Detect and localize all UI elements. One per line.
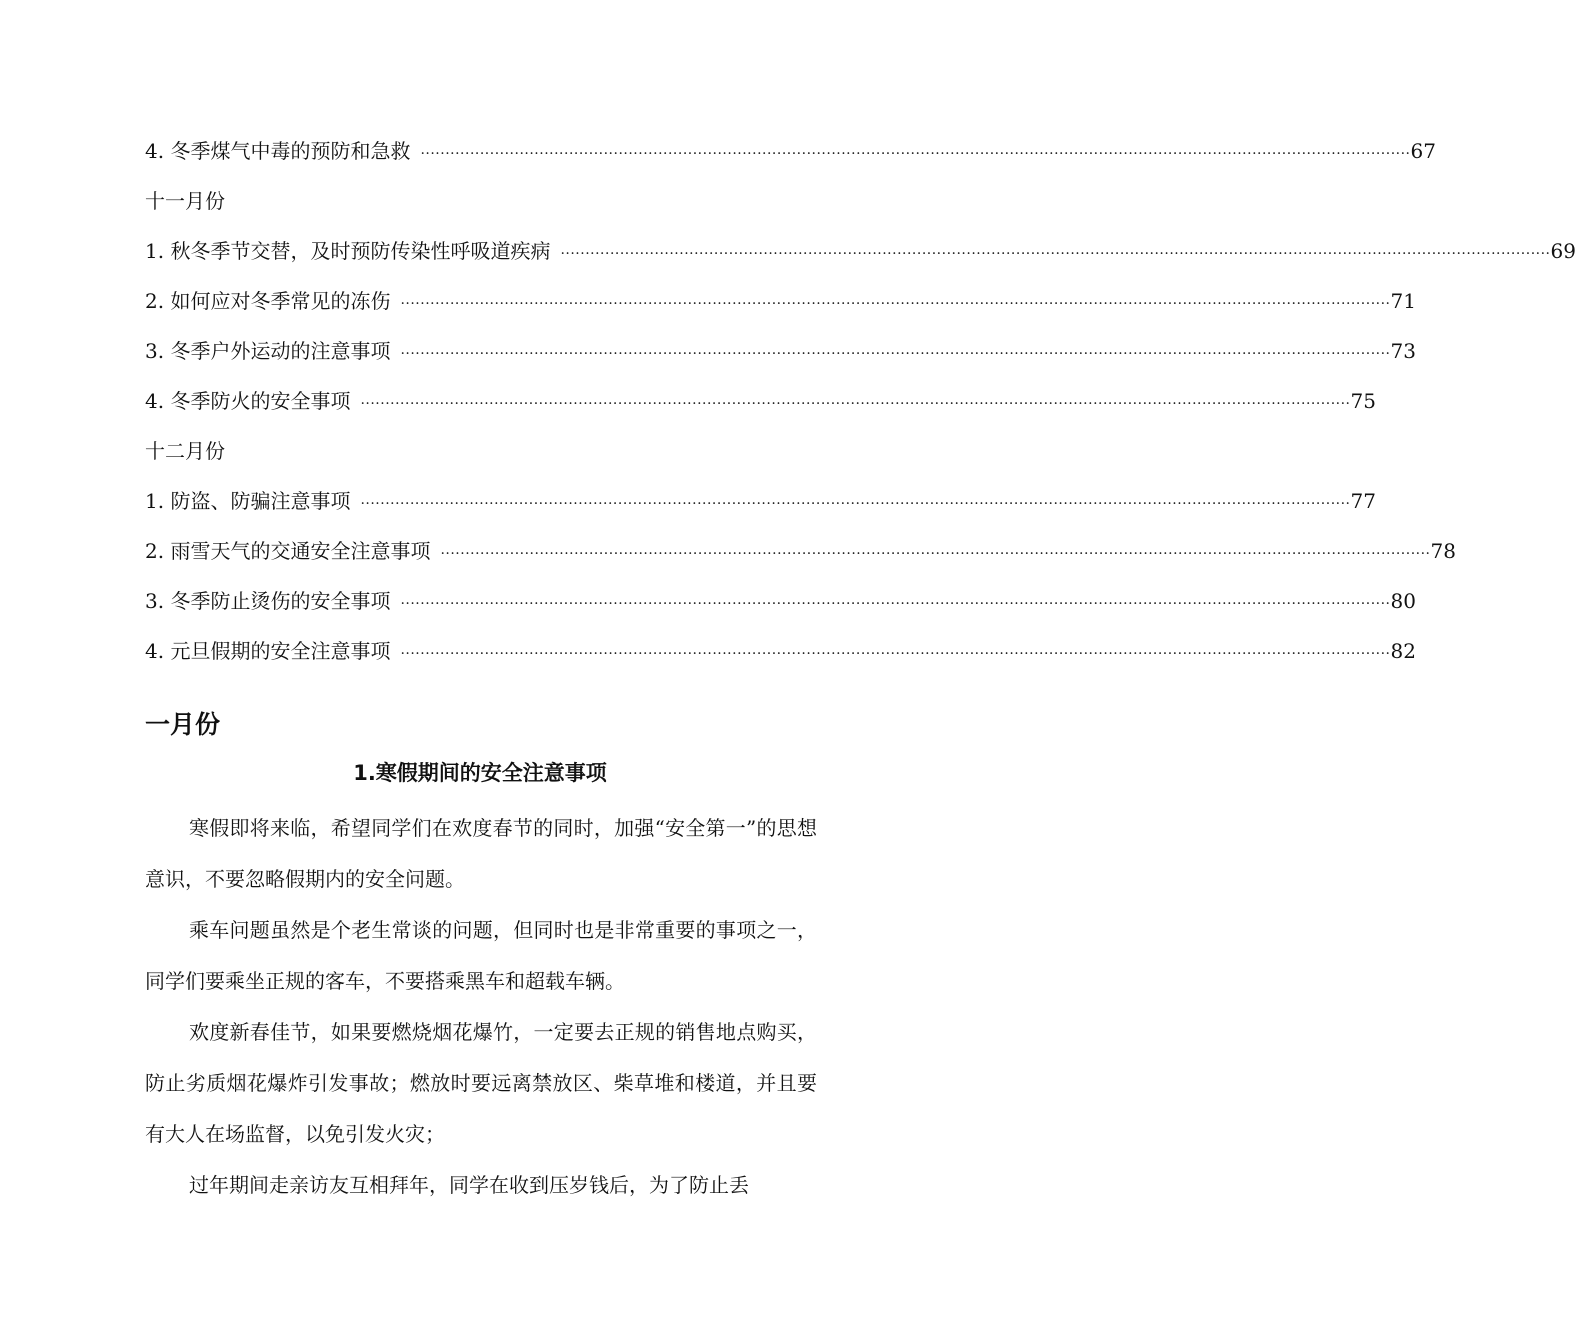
article-paragraph: 欢度新春佳节，如果要燃烧烟花爆竹，一定要去正规的销售地点购买，防止劣质烟花爆炸引发事故；燃放时要远离禁放区、柴草堆和楼道，并且要有大人在场监督，以免引发火灾； [145, 1020, 817, 1146]
month-heading: 一月份 [145, 710, 221, 739]
toc-entry-title: 3. 冬季防止烫伤的安全事项 [145, 589, 391, 613]
article-body [145, 803, 817, 1211]
toc-page-number: 75 [1350, 389, 1376, 413]
toc-dot-leader: ········································································································································································································ [400, 296, 1391, 312]
toc-entry-title: 4. 冬季煤气中毒的预防和急救 [145, 139, 411, 163]
toc-page-number: 71 [1390, 289, 1416, 313]
toc-dot-leader: ········································································································································································································ [400, 596, 1391, 612]
toc-entry-title: 4. 冬季防火的安全事项 [145, 389, 351, 413]
article-title: 1.寒假期间的安全注意事项 [353, 761, 607, 785]
toc-entry [145, 533, 1456, 583]
toc-entry [145, 133, 1436, 183]
toc-entry-title: 2. 雨雪天气的交通安全注意事项 [145, 539, 431, 563]
toc-page-number: 80 [1390, 589, 1416, 613]
toc-dot-leader: ········································································································································································································ [400, 346, 1391, 362]
toc-entry [145, 233, 1576, 283]
article-paragraph: 过年期间走亲访友互相拜年，同学在收到压岁钱后，为了防止丢 [189, 1173, 749, 1197]
toc-entry-title: 2. 如何应对冬季常见的冻伤 [145, 289, 391, 313]
toc-entry [145, 333, 1416, 383]
article-paragraph: 乘车问题虽然是个老生常谈的问题，但同时也是非常重要的事项之一，同学们要乘坐正规的客车，不要搭乘黑车和超载车辆。 [145, 918, 817, 993]
toc-entry [145, 283, 1416, 333]
toc-page-number: 82 [1390, 639, 1416, 663]
toc-entry [145, 383, 1376, 433]
toc-dot-leader: ········································································································································································································ [360, 496, 1351, 512]
toc-section-heading: 十一月份 [145, 189, 225, 213]
toc-dot-leader: ········································································································································································································ [360, 396, 1351, 412]
toc-page-number: 78 [1430, 539, 1456, 563]
toc-dot-leader: ········································································································································································································ [560, 246, 1551, 262]
toc-entry [145, 483, 1376, 533]
toc-entry [145, 633, 1416, 683]
table-of-contents [145, 133, 1576, 683]
toc-page-number: 67 [1410, 139, 1436, 163]
article-paragraph: 寒假即将来临，希望同学们在欢度春节的同时，加强“安全第一”的思想意识，不要忽略假期内的安全问题。 [145, 816, 817, 891]
toc-page-number: 73 [1390, 339, 1416, 363]
toc-dot-leader: ········································································································································································································ [440, 546, 1431, 562]
toc-page-number: 77 [1350, 489, 1376, 513]
toc-page-number: 69 [1550, 239, 1576, 263]
toc-dot-leader: ········································································································································································································ [420, 146, 1411, 162]
toc-entry-title: 1. 防盗、防骗注意事项 [145, 489, 351, 513]
toc-entry-title: 3. 冬季户外运动的注意事项 [145, 339, 391, 363]
toc-entry-title: 4. 元旦假期的安全注意事项 [145, 639, 391, 663]
toc-section-heading: 十二月份 [145, 439, 225, 463]
toc-entry [145, 583, 1416, 633]
toc-entry-title: 1. 秋冬季节交替，及时预防传染性呼吸道疾病 [145, 239, 551, 263]
toc-dot-leader: ········································································································································································································ [400, 646, 1391, 662]
